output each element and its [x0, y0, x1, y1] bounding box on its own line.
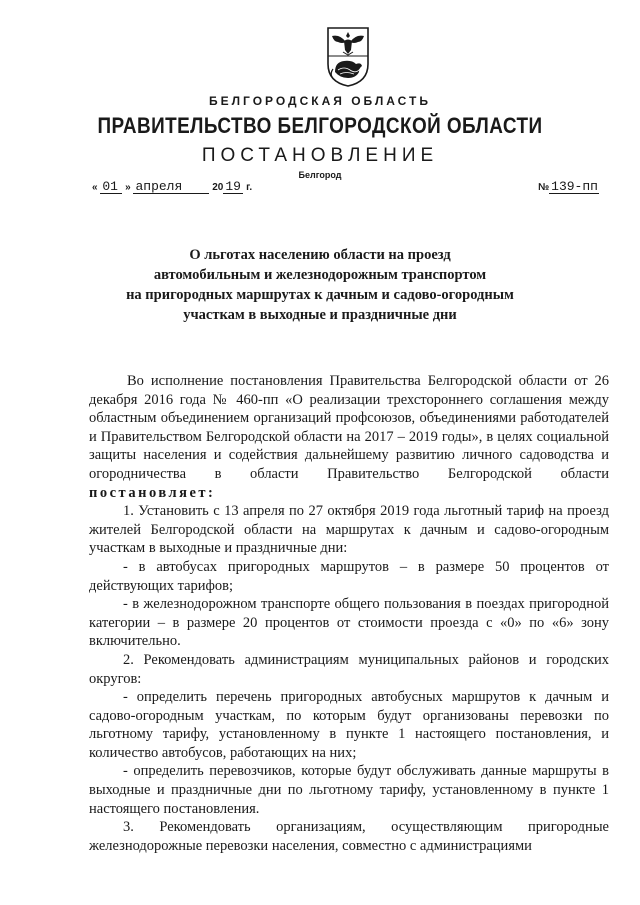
document-number	[538, 181, 599, 194]
quote-close: »	[125, 182, 131, 193]
date-year-suffix: 19	[223, 181, 243, 194]
date-year-prefix: 20	[212, 182, 224, 193]
date-year-unit: г.	[246, 182, 253, 193]
quote-open: «	[92, 182, 98, 193]
title-line: автомобильным и железнодорожным транспортом	[153, 267, 487, 283]
document-date	[92, 181, 252, 194]
clause-1a: - в автобусах пригородных маршрутов – в размере 50 процентов от действующих тарифов;	[89, 558, 609, 594]
region-name: БЕЛГОРОДСКАЯ ОБЛАСТЬ	[209, 94, 431, 108]
preamble-text: Во исполнение постановления Правительства Белгородской области от 26 декабря 2016 года № 460-пп «О реализации трехстороннего соглашения между областным объединением организаций профсоюзов, объединениями работодателей и Правительством Белгородской области на 2017 – 2019 годы», в целях социальной защиты населения и содействия дальнейшему развитию личного садоводства и огородничества в области Правительство Белгородской области	[89, 373, 609, 482]
clause-2: 2. Рекомендовать администрациям муниципальных районов и городских округов:	[89, 651, 609, 687]
number-prefix: №	[538, 182, 550, 193]
title-line: участкам в выходные и праздничные дни	[183, 307, 457, 323]
clause-1b: - в железнодорожном транспорте общего пользования в поездах пригородной категории – в размере 20 процентов от стоимости проезда с «0» по «6» зону включительно.	[89, 596, 609, 650]
decree-word: постановляет:	[89, 484, 216, 501]
clause-1: 1. Установить с 13 апреля по 27 октября 2019 года льготный тариф на проезд жителей Белгородской области на маршрутах к дачным и садово-огородным участкам в выходные и праздничные дни:	[89, 503, 609, 557]
government-name: ПРАВИТЕЛЬСТВО БЕЛГОРОДСКОЙ ОБЛАСТИ	[97, 113, 543, 138]
city-name: Белгород	[298, 170, 342, 180]
document-body	[89, 372, 609, 855]
document-title	[100, 245, 540, 325]
title-line: на пригородных маршрутах к дачным и садово-огородным	[126, 287, 514, 303]
date-month: апреля	[133, 181, 209, 194]
clause-2b: - определить перевозчиков, которые будут обслуживать данные маршруты в выходные и праздничные дни по льготному тарифу, установленному в пункте 1 настоящего постановления.	[89, 763, 609, 817]
clause-3: 3. Рекомендовать организациям, осуществляющим пригородные железнодорожные перевозки населения, совместно с администрациями	[89, 819, 609, 854]
clause-2a: - определить перечень пригородных автобусных маршрутов к дачным и садово-огородным участкам, по которым будут организованы перевозки по льготному тарифу, установленному в пункте 1 настоящего постановления, и количество автобусов, работающих на них;	[89, 689, 609, 761]
preamble-paragraph	[89, 372, 609, 502]
title-line: О льготах населению области на проезд	[189, 247, 451, 263]
date-day: 01	[100, 181, 122, 194]
number-value: 139-пп	[551, 179, 598, 194]
coat-of-arms-icon	[326, 26, 370, 88]
document-type: ПОСТАНОВЛЕНИЕ	[201, 145, 439, 166]
